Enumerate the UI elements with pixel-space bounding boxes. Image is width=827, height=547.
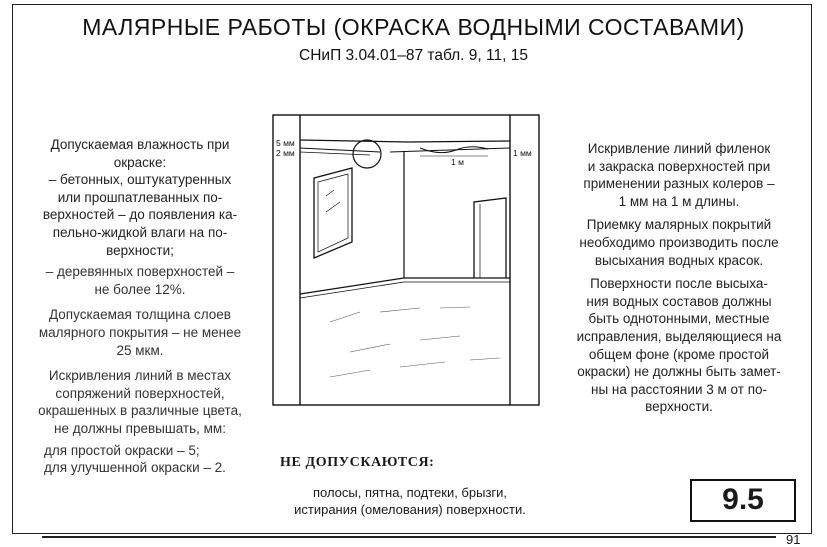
- curvature-values: [20, 442, 260, 477]
- thickness-paragraph: [20, 306, 260, 359]
- page-number: 91: [786, 532, 801, 547]
- text-line: или прошпатлеванных по-: [57, 189, 223, 205]
- ceiling-edge: [408, 141, 510, 142]
- text-line: ния водных составов должны: [586, 293, 772, 309]
- wood-humidity-paragraph: [20, 263, 260, 298]
- text-line: ны на расстоянии 3 м от по-: [590, 381, 768, 397]
- page-title: МАЛЯРНЫЕ РАБОТЫ (ОКРАСКА ВОДНЫМИ СОСТАВАМИ): [82, 14, 745, 40]
- text-line: пельно-жидкой влаги на по-: [52, 224, 228, 240]
- text-line: не более 12%.: [94, 281, 186, 297]
- ceiling-edge: [300, 148, 380, 152]
- text-line: верхностей – до появления ка-: [42, 207, 238, 223]
- text-line: применении разных колеров –: [583, 176, 775, 192]
- label-1mm: 1 мм: [513, 148, 532, 158]
- text-line: – деревянных поверхностей –: [45, 264, 235, 280]
- curvature-panels-paragraph: [552, 140, 806, 210]
- magnifier-circle: [353, 140, 381, 168]
- label-1m: 1 м: [451, 157, 464, 167]
- not-allowed-list: [262, 484, 558, 518]
- section-number-badge: 9.5: [690, 479, 796, 522]
- text-line: Приемку малярных покрытий: [586, 217, 772, 233]
- text-line: окрашенных в различные цвета,: [38, 403, 242, 419]
- acceptance-paragraph: [552, 216, 806, 269]
- floor-edge: [300, 278, 404, 294]
- footer-rule: [42, 536, 776, 538]
- floor-edge: [300, 282, 404, 298]
- humidity-paragraph: [20, 136, 260, 259]
- text-line: и закраска поверхностей при: [587, 158, 771, 174]
- text-line: для улучшенной окраски – 2.: [44, 460, 226, 476]
- text-line: истирания (омелования) поверхности.: [294, 502, 526, 517]
- text-line: верхности;: [106, 242, 174, 258]
- text-line: Искривление линий филенок: [587, 141, 771, 156]
- text-line: Допускаемая толщина слоев: [49, 307, 231, 323]
- text-line: сопряжений поверхностей,: [55, 385, 225, 401]
- text-line: полосы, пятна, подтеки, брызги,: [312, 485, 508, 500]
- floor-hatching: [330, 307, 500, 377]
- text-line: 25 мкм.: [116, 342, 164, 358]
- text-line: для простой окраски – 5;: [44, 442, 200, 458]
- text-line: Поверхности после высыха-: [590, 276, 768, 292]
- text-line: исправления, выделяющиеся на: [576, 328, 782, 344]
- page-subtitle: СНиП 3.04.01–87 табл. 9, 11, 15: [299, 47, 528, 64]
- ceiling-edge: [300, 140, 408, 142]
- text-line: быть однотонными, местные: [588, 311, 770, 327]
- text-line: Допускаемая влажность при: [50, 137, 230, 152]
- door: [474, 198, 506, 278]
- text-line: верхности.: [645, 399, 713, 415]
- label-5mm: 5 мм: [276, 138, 295, 148]
- ceiling-edge: [300, 152, 370, 155]
- text-line: – бетонных, оштукатуренных: [48, 172, 232, 188]
- text-line: окраске:: [113, 154, 167, 170]
- right-column: [552, 140, 806, 422]
- text-line: не должны превышать, мм:: [54, 420, 226, 436]
- text-line: Искривления линий в местах: [48, 368, 232, 384]
- text-line: общем фоне (кроме простой: [588, 346, 770, 362]
- text-line: необходимо производить после: [579, 234, 779, 250]
- text-line: высыхания водных красок.: [594, 252, 764, 268]
- uniformity-paragraph: [552, 275, 806, 416]
- text-line: окраски) не должны быть замет-: [577, 364, 781, 380]
- room-diagram: [270, 112, 542, 410]
- text-line: малярного покрытия – не менее: [38, 324, 242, 340]
- diagram-border: [273, 115, 539, 405]
- text-line: 1 мм на 1 м длины.: [618, 193, 740, 209]
- not-allowed-heading: НЕ ДОПУСКАЮТСЯ:: [280, 455, 435, 470]
- label-2mm: 2 мм: [276, 148, 295, 158]
- left-column: [20, 136, 260, 481]
- curvature-paragraph: [20, 367, 260, 437]
